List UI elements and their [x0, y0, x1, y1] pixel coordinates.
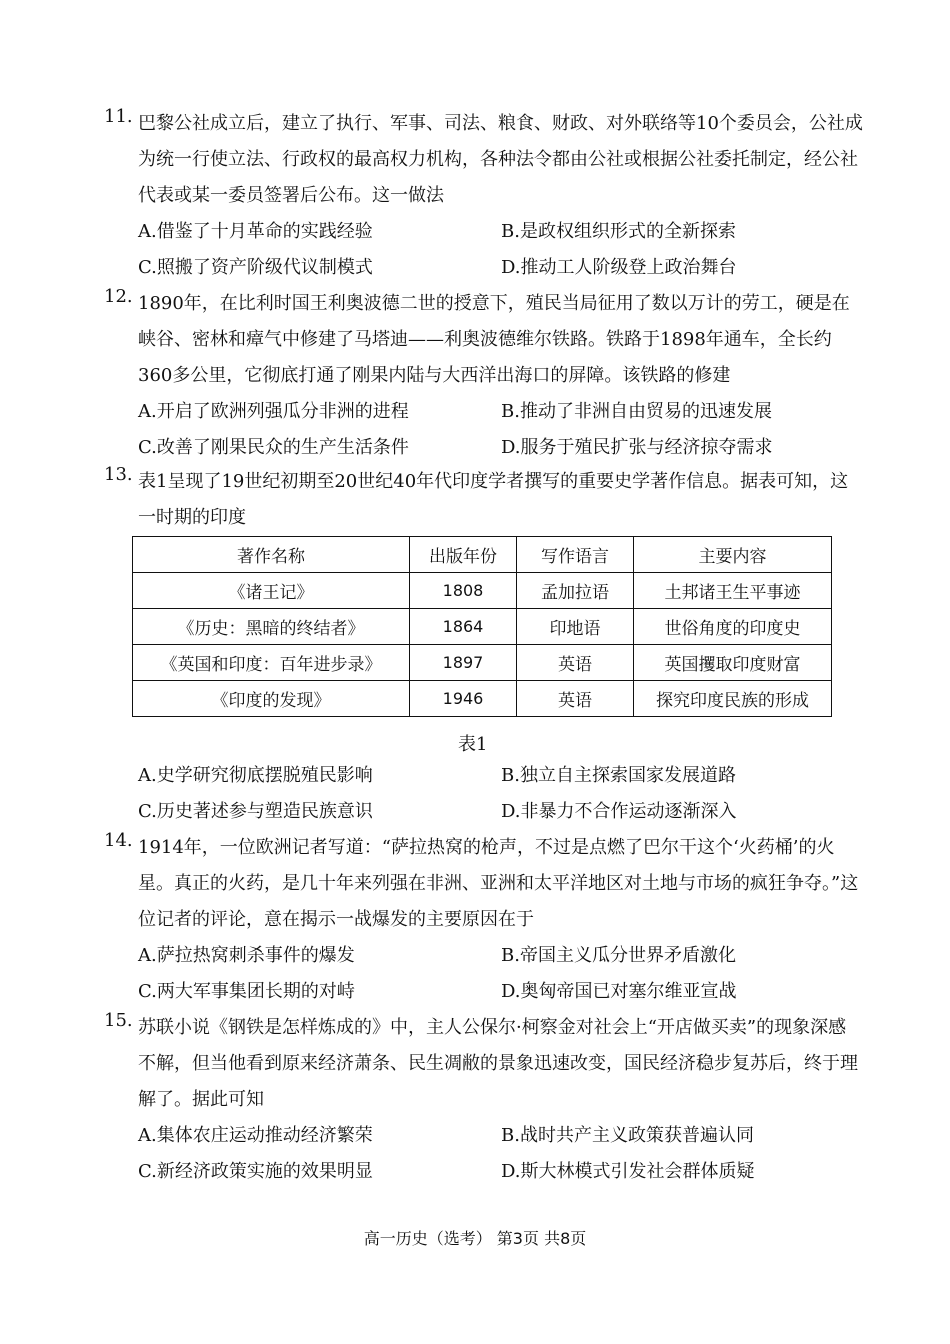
option-c: C.照搬了资产阶级代议制模式 [138, 257, 373, 278]
option-d: D.奥匈帝国已对塞尔维亚宣战 [501, 981, 737, 1002]
cell-content: 世俗角度的印度史 [634, 609, 832, 645]
option-d: D.推动工人阶级登上政治舞台 [501, 257, 737, 278]
table-row [133, 609, 832, 645]
header-language: 写作语言 [517, 537, 634, 573]
options [138, 938, 864, 1010]
option-d: D.斯大林模式引发社会群体质疑 [501, 1161, 755, 1182]
cell-language: 孟加拉语 [517, 573, 634, 609]
option-b: B.独立自主探索国家发展道路 [501, 765, 736, 786]
question-stem: 巴黎公社成立后，建立了执行、军事、司法、粮食、财政、对外联络等10个委员会，公社成为统一行使立法、行政权的最高权力机构，各种法令都由公社或根据公社委托制定，经公社代表或某一委员签署后公布。这一做法 [138, 113, 863, 206]
cell-title: 《英国和印度：百年进步录》 [133, 645, 410, 681]
option-d: D.非暴力不合作运动逐渐深入 [501, 801, 737, 822]
header-content: 主要内容 [634, 537, 832, 573]
table-row [133, 573, 832, 609]
question-number: 15. [104, 1010, 133, 1031]
cell-title: 《印度的发现》 [133, 681, 410, 717]
header-title: 著作名称 [133, 537, 410, 573]
question-number: 11. [104, 106, 133, 127]
options [138, 1118, 864, 1190]
question-12 [104, 286, 864, 466]
option-c: C.新经济政策实施的效果明显 [138, 1161, 373, 1182]
table-caption: 表1 [458, 734, 488, 755]
option-a: A.萨拉热窝刺杀事件的爆发 [138, 945, 355, 966]
question-stem: 表1呈现了19世纪初期至20世纪40年代印度学者撰写的重要史学著作信息。据表可知，这一时期的印度 [138, 471, 849, 528]
option-d: D.服务于殖民扩张与经济掠夺需求 [501, 437, 773, 458]
option-b: B.推动了非洲自由贸易的迅速发展 [501, 401, 772, 422]
option-b: B.帝国主义瓜分世界矛盾激化 [501, 945, 736, 966]
table-row [133, 645, 832, 681]
option-c: C.两大军事集团长期的对峙 [138, 981, 355, 1002]
cell-language: 英语 [517, 681, 634, 717]
cell-year: 1897 [410, 645, 517, 681]
option-c: C.历史著述参与塑造民族意识 [138, 801, 373, 822]
options [138, 394, 864, 466]
header-year: 出版年份 [410, 537, 517, 573]
option-a: A.借鉴了十月革命的实践经验 [138, 221, 373, 242]
question-14 [104, 830, 864, 1010]
table-row [133, 681, 832, 717]
question-stem: 1890年，在比利时国王利奥波德二世的授意下，殖民当局征用了数以万计的劳工，硬是在峡谷、密林和瘴气中修建了马塔迪——利奥波德维尔铁路。铁路于1898年通车，全长约360多公里，它彻底打通了刚果内陆与大西洋出海口的屏障。该铁路的修建 [138, 293, 850, 386]
question-13 [104, 464, 864, 536]
question-stem: 1914年，一位欧洲记者写道：“萨拉热窝的枪声，不过是点燃了巴尔干这个‘火药桶’的火星。真正的火药，是几十年来列强在非洲、亚洲和太平洋地区对土地与市场的疯狂争夺。”这位记者的评论，意在揭示一战爆发的主要原因在于 [138, 837, 859, 930]
option-a: A.开启了欧洲列强瓜分非洲的进程 [138, 401, 409, 422]
cell-title: 《历史：黑暗的终结者》 [133, 609, 410, 645]
option-a: A.集体农庄运动推动经济繁荣 [138, 1125, 373, 1146]
history-works-table [132, 536, 832, 717]
question-number: 14. [104, 830, 133, 851]
cell-title: 《诸王记》 [133, 573, 410, 609]
cell-year: 1864 [410, 609, 517, 645]
cell-year: 1946 [410, 681, 517, 717]
cell-content: 探究印度民族的形成 [634, 681, 832, 717]
option-b: B.是政权组织形式的全新探索 [501, 221, 736, 242]
question-stem: 苏联小说《钢铁是怎样炼成的》中，主人公保尔·柯察金对社会上“开店做买卖”的现象深感不解，但当他看到原来经济萧条、民生凋敝的景象迅速改变，国民经济稳步复苏后，终于理解了。据此可知 [138, 1017, 858, 1110]
question-15 [104, 1010, 864, 1190]
cell-content: 英国攫取印度财富 [634, 645, 832, 681]
question-number: 13. [104, 464, 133, 485]
option-a: A.史学研究彻底摆脱殖民影响 [138, 765, 373, 786]
question-11 [104, 106, 864, 286]
cell-content: 土邦诸王生平事迹 [634, 573, 832, 609]
question-13-options [104, 758, 864, 830]
option-b: B.战时共产主义政策获普遍认同 [501, 1125, 754, 1146]
option-c: C.改善了刚果民众的生产生活条件 [138, 437, 409, 458]
options [138, 214, 864, 286]
page-footer: 高一历史（选考） 第3页 共8页 [363, 1229, 587, 1248]
table-header-row [133, 537, 832, 573]
cell-language: 印地语 [517, 609, 634, 645]
options [138, 758, 864, 830]
cell-language: 英语 [517, 645, 634, 681]
question-number: 12. [104, 286, 133, 307]
cell-year: 1808 [410, 573, 517, 609]
